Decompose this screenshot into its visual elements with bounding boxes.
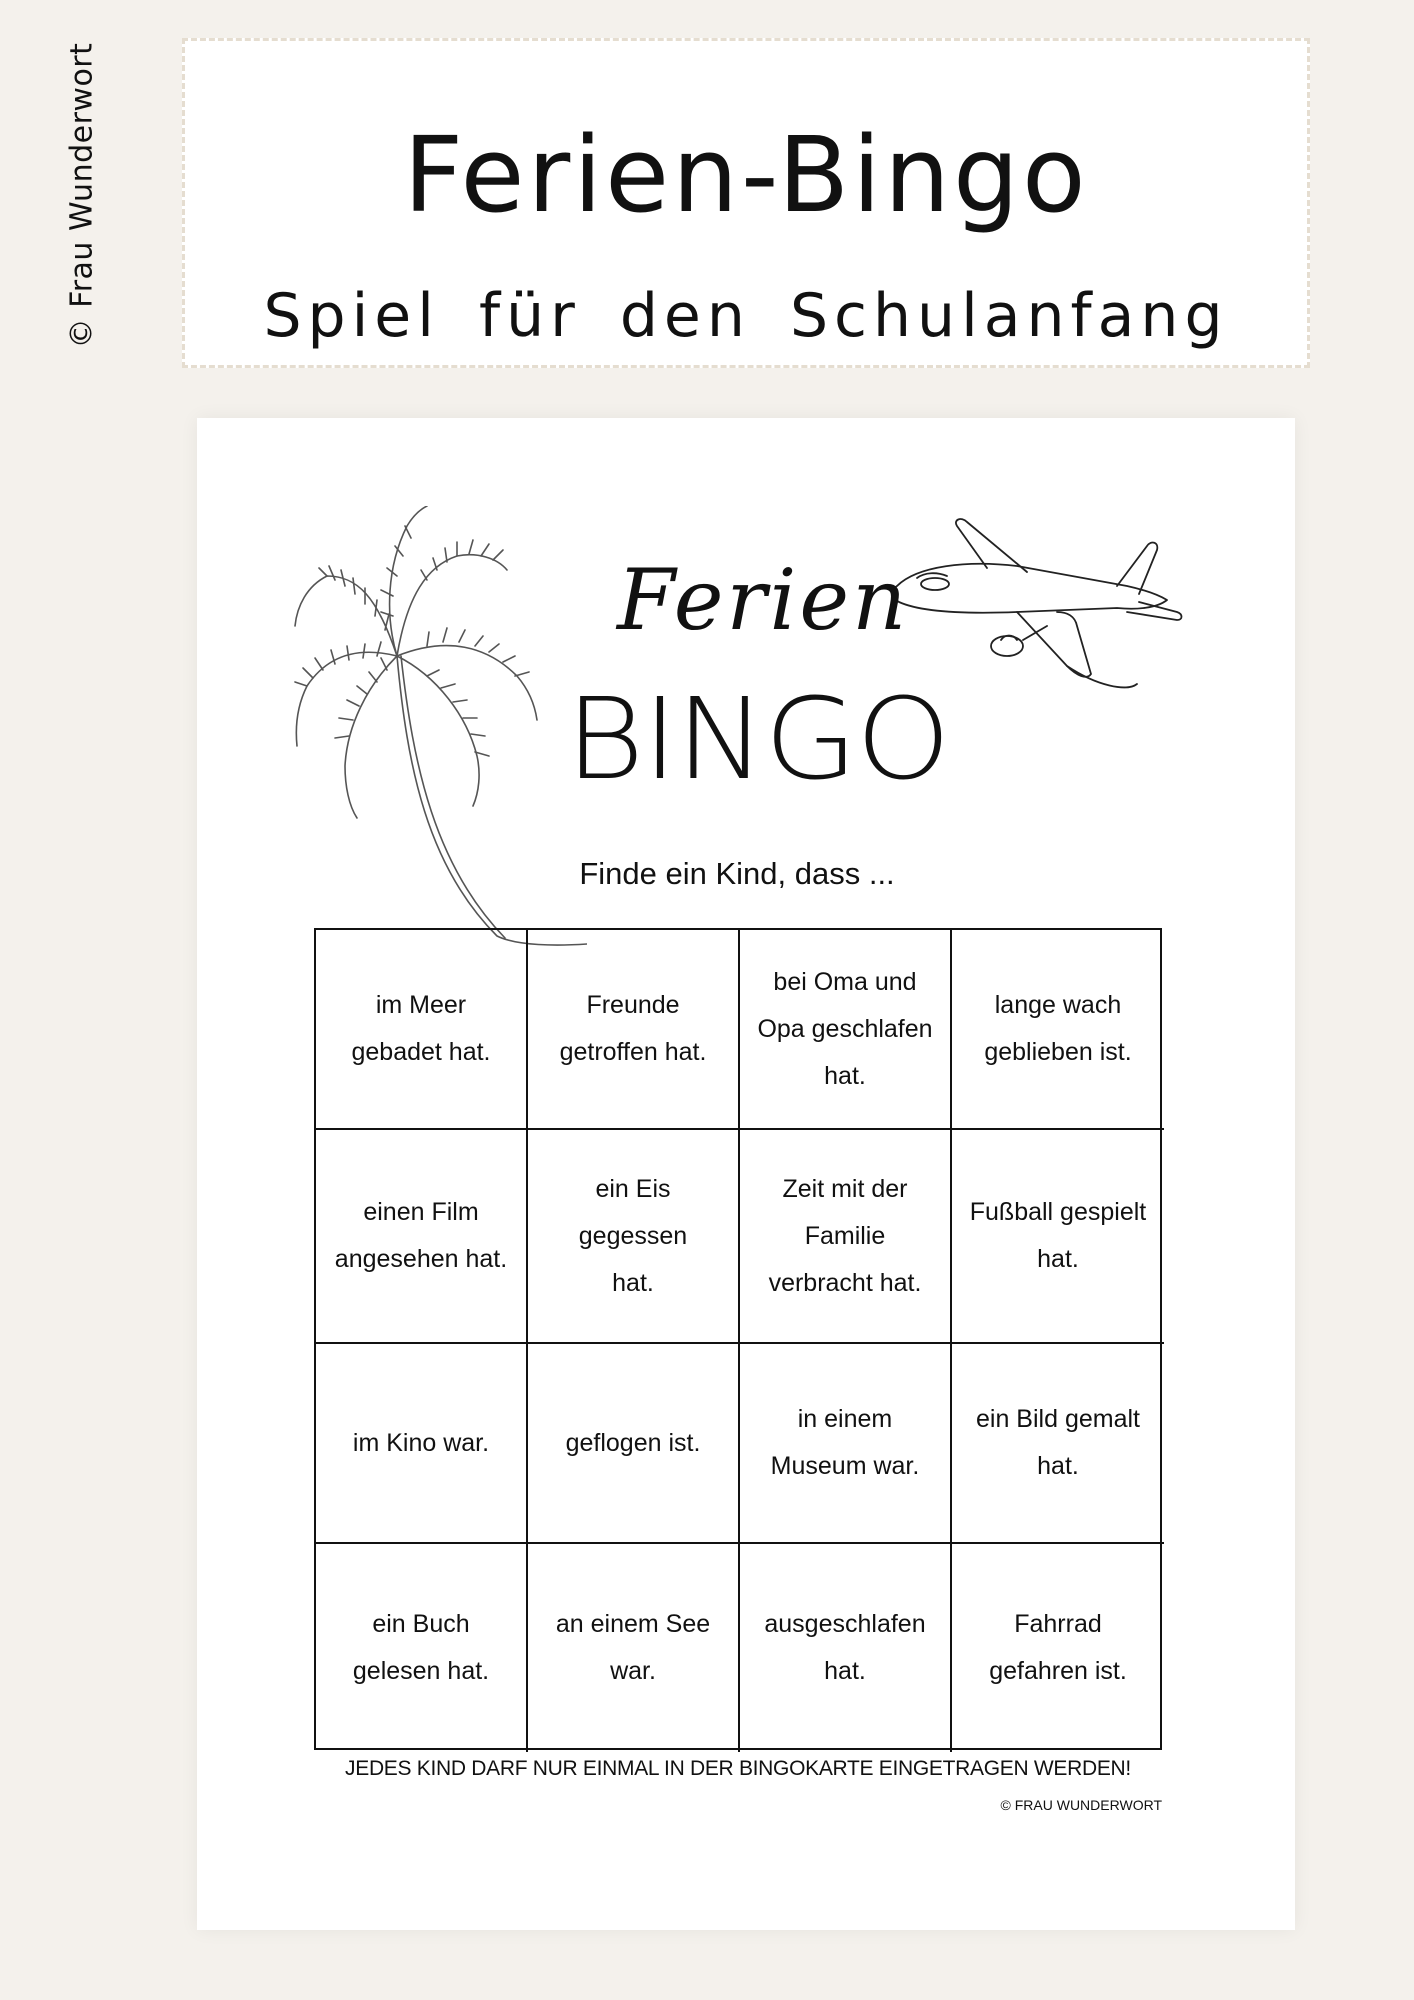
bingo-cell[interactable]: geflogen ist. — [528, 1344, 740, 1544]
bingo-cell[interactable]: Fußball gespielt hat. — [952, 1130, 1164, 1344]
bingo-cell[interactable]: ausgeschlafen hat. — [740, 1544, 952, 1752]
header-title: Ferien-Bingo — [403, 114, 1089, 236]
sheet-copyright: © FRAU WUNDERWORT — [1000, 1797, 1162, 1813]
script-title: Ferien — [617, 551, 910, 649]
bingo-title: BINGO — [565, 675, 949, 805]
header-box — [182, 38, 1310, 368]
bingo-cell[interactable]: ein Eis gegessen hat. — [528, 1130, 740, 1344]
rule-text: JEDES KIND DARF NUR EINMAL IN DER BINGOKARTE EINGETRAGEN WERDEN! — [345, 1757, 1131, 1780]
bingo-cell[interactable]: im Kino war. — [316, 1344, 528, 1544]
side-copyright — [62, 40, 102, 350]
bingo-cell[interactable]: an einem See war. — [528, 1544, 740, 1752]
bingo-grid — [314, 928, 1162, 1750]
bingo-sheet — [197, 418, 1295, 1930]
bingo-cell[interactable]: Zeit mit der Familie verbracht hat. — [740, 1130, 952, 1344]
bingo-cell[interactable]: in einem Museum war. — [740, 1344, 952, 1544]
bingo-cell[interactable]: einen Film angesehen hat. — [316, 1130, 528, 1344]
bingo-cell[interactable]: im Meer gebadet hat. — [316, 930, 528, 1130]
bingo-cell[interactable]: Fahrrad gefahren ist. — [989, 1610, 1127, 1685]
bingo-cell[interactable]: Freunde getroffen hat. — [528, 930, 740, 1130]
bingo-cell[interactable]: ein Buch gelesen hat. — [316, 1544, 528, 1752]
side-copyright-text: © Frau Wunderwort — [64, 42, 100, 348]
prompt-text: Finde ein Kind, dass ... — [579, 856, 895, 891]
header-subtitle: Spiel für den Schulanfang — [263, 281, 1229, 351]
bingo-cell[interactable]: bei Oma und Opa geschlafen hat. — [740, 930, 952, 1130]
bingo-cell[interactable]: lange wach geblieben ist. — [952, 930, 1164, 1130]
bingo-cell[interactable]: ein Bild gemalt hat. — [952, 1344, 1164, 1544]
